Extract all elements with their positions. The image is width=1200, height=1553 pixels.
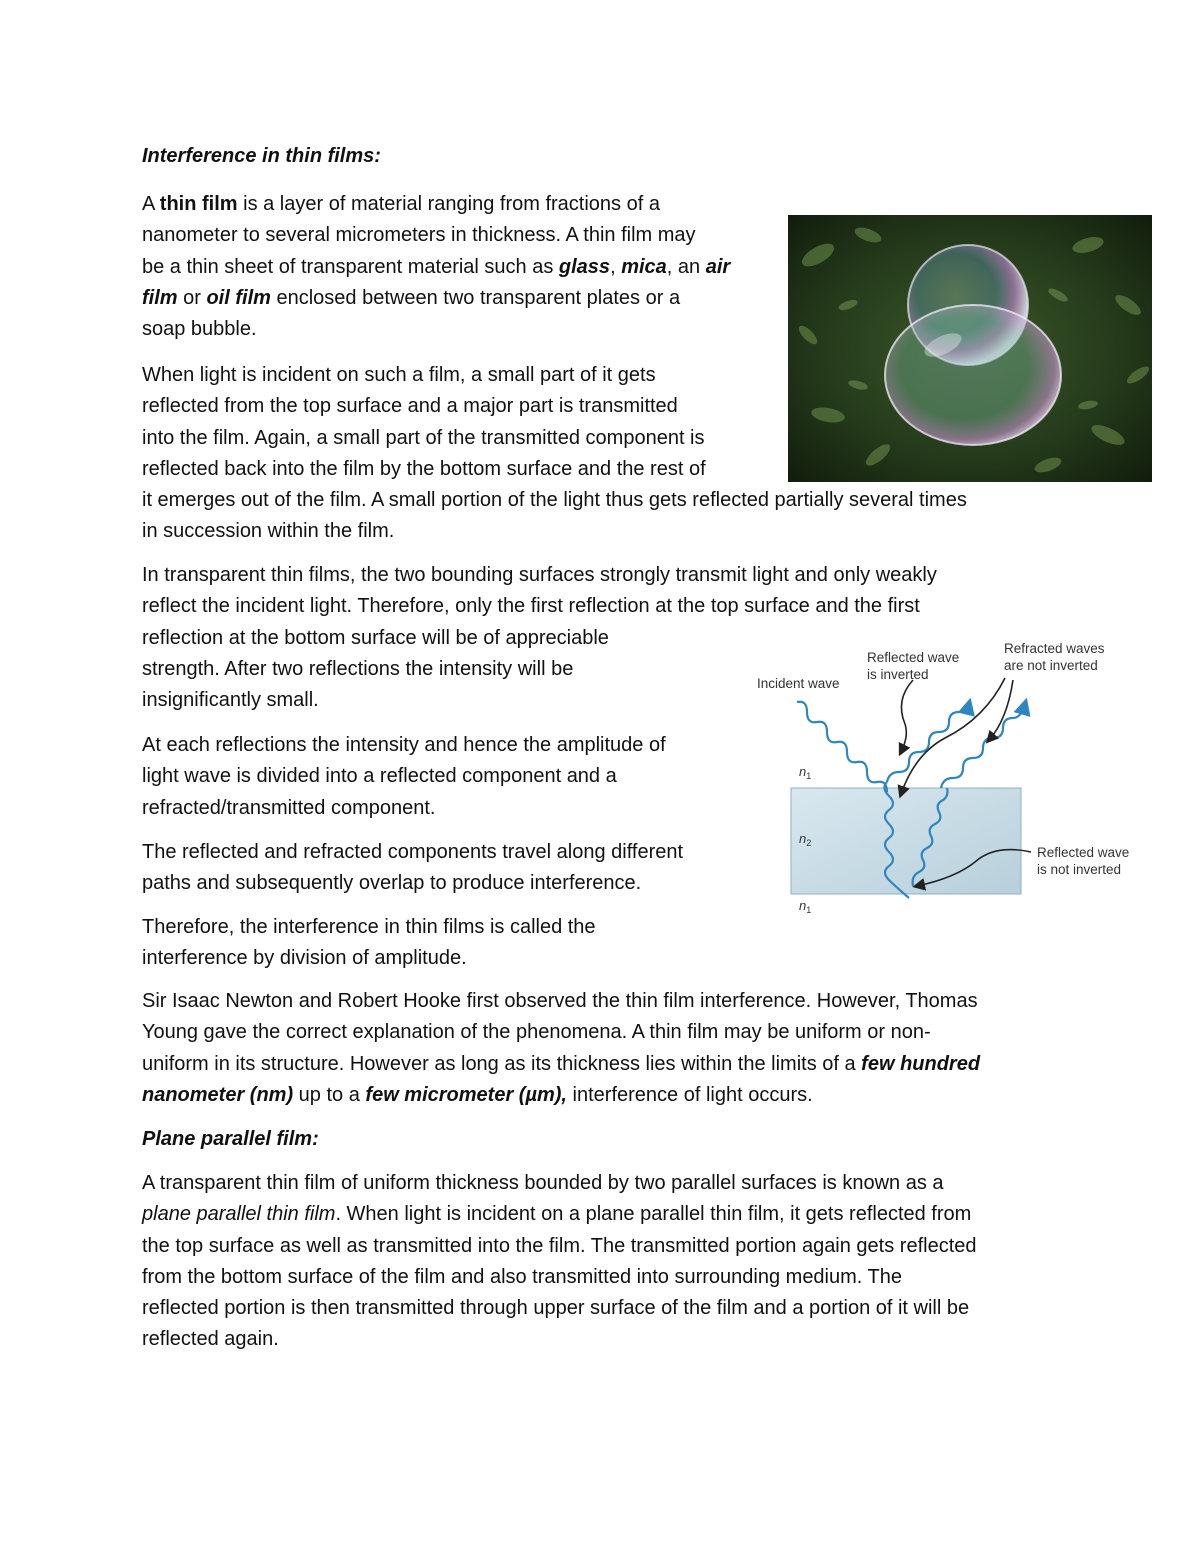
n-symbol: n — [799, 764, 807, 779]
text-line: paths and subsequently overlap to produce interference. — [142, 872, 642, 895]
text-line: In transparent thin films, the two bounding surfaces strongly transmit light and only weakly — [142, 564, 937, 586]
emphasis-term: few hundred — [861, 1052, 981, 1075]
text-line: interference by division of amplitude. — [142, 947, 467, 970]
text-line: reflected from the top surface and a major part is transmitted — [142, 395, 678, 418]
n-subscript: 1 — [806, 905, 812, 915]
emphasis-term: few micrometer (µm), — [365, 1083, 567, 1106]
emphasis-term: oil film — [206, 286, 271, 309]
thin-film-reflection-diagram — [745, 630, 1155, 930]
emphasis-term: mica — [621, 255, 667, 278]
paragraph-light-incident — [142, 360, 967, 548]
text-line: reflected portion is then transmitted through upper surface of the film and a portion of it will be — [142, 1297, 970, 1320]
paragraph-thin-film-definition — [142, 189, 730, 345]
text-line: nanometer to several micrometers in thickness. A thin film may — [142, 224, 696, 247]
text-run: or — [177, 286, 207, 309]
text-line: refracted/transmitted component. — [142, 796, 436, 819]
label-incident-wave: Incident wave — [757, 676, 840, 691]
text-line: the top surface as well as transmitted into the film. The transmitted portion again gets reflected — [142, 1234, 977, 1257]
emphasis-term: air — [705, 255, 731, 278]
label-n1-top — [799, 764, 811, 781]
text-line: reflected back into the film by the bottom surface and the rest of — [142, 457, 706, 480]
n-symbol: n — [799, 898, 807, 913]
text-line: in succession within the film. — [142, 520, 395, 543]
label-reflected-not-inverted-2: is not inverted — [1037, 862, 1122, 877]
bold-term: thin film — [159, 193, 238, 215]
label-reflected-inverted-2: is inverted — [867, 667, 929, 682]
text-line: Sir Isaac Newton and Robert Hooke first observed the thin film interference. However, Thomas — [142, 990, 978, 1012]
text-line: Therefore, the interference in thin films is called the — [142, 916, 596, 938]
n-subscript: 2 — [806, 838, 812, 848]
n-subscript: 1 — [806, 771, 812, 781]
text-run: uniform in its structure. However as long as its thickness lies within the limits of a — [142, 1052, 862, 1075]
text-line: At each reflections the intensity and hence the amplitude of — [142, 734, 666, 756]
text-line: from the bottom surface of the film and also transmitted into surrounding medium. The — [142, 1265, 902, 1288]
text-run: up to a — [293, 1083, 366, 1106]
text-line: reflected again. — [142, 1328, 279, 1351]
text-run: interference of light occurs. — [566, 1083, 813, 1106]
section-heading: Interference in thin films: — [142, 145, 381, 167]
text-line: When light is incident on such a film, a small part of it gets — [142, 364, 656, 386]
reflected-wave-top — [887, 704, 969, 782]
emphasis-term: film — [142, 286, 178, 309]
text-line: A transparent thin film of uniform thickness bounded by two parallel surfaces is known as a — [142, 1172, 944, 1194]
text-line: Young gave the correct explanation of the phenomena. A thin film may be uniform or non- — [142, 1021, 931, 1044]
text-run: . When light is incident on a plane parallel thin film, it gets reflected from — [335, 1203, 972, 1226]
label-refracted-1: Refracted waves — [1004, 641, 1105, 656]
pointer-refracted-1 — [901, 678, 1005, 794]
text-line: insignificantly small. — [142, 689, 319, 712]
text-run: , an — [666, 255, 706, 278]
text-run: be a thin sheet of transparent material such as — [142, 255, 559, 278]
text-line: into the film. Again, a small part of the transmitted component is — [142, 426, 705, 449]
label-refracted-2: are not inverted — [1004, 658, 1098, 673]
text-run: A — [142, 193, 160, 215]
emphasis-term: nanometer (nm) — [142, 1083, 294, 1106]
text-run: enclosed between two transparent plates or a — [270, 286, 681, 309]
pointer-refracted-2 — [989, 680, 1013, 740]
label-reflected-not-inverted-1: Reflected wave — [1037, 845, 1130, 860]
label-n1-bottom — [799, 898, 811, 915]
text-line: reflection at the bottom surface will be of appreciable — [142, 626, 609, 649]
text-line: light wave is divided into a reflected component and a — [142, 765, 617, 788]
paragraph-components-overlap — [142, 837, 683, 900]
text-line: strength. After two reflections the intensity will be — [142, 657, 574, 680]
text-line: The reflected and refracted components travel along different — [142, 841, 684, 863]
label-reflected-inverted-1: Reflected wave — [867, 650, 960, 665]
paragraph-history — [142, 986, 980, 1111]
n-symbol: n — [799, 831, 807, 846]
text-line: it emerges out of the film. A small portion of the light thus gets reflected partially several times — [142, 489, 967, 512]
text-line: reflect the incident light. Therefore, only the first reflection at the top surface and the first — [142, 595, 920, 618]
emerging-wave — [941, 704, 1025, 788]
section-heading-plane-parallel: Plane parallel film: — [142, 1128, 319, 1150]
emphasis-term: glass — [558, 255, 611, 278]
paragraph-amplitude-division — [142, 730, 666, 824]
paragraph-division-of-amplitude — [142, 912, 596, 975]
pointer-reflected-inverted — [901, 680, 913, 752]
text-line: soap bubble. — [142, 318, 257, 341]
film-layer — [791, 788, 1021, 894]
italic-term: plane parallel thin film — [142, 1203, 336, 1226]
text-run: is a layer of material ranging from fractions of a — [237, 193, 660, 215]
text-run: , — [610, 255, 622, 278]
paragraph-plane-parallel-film — [142, 1168, 977, 1356]
